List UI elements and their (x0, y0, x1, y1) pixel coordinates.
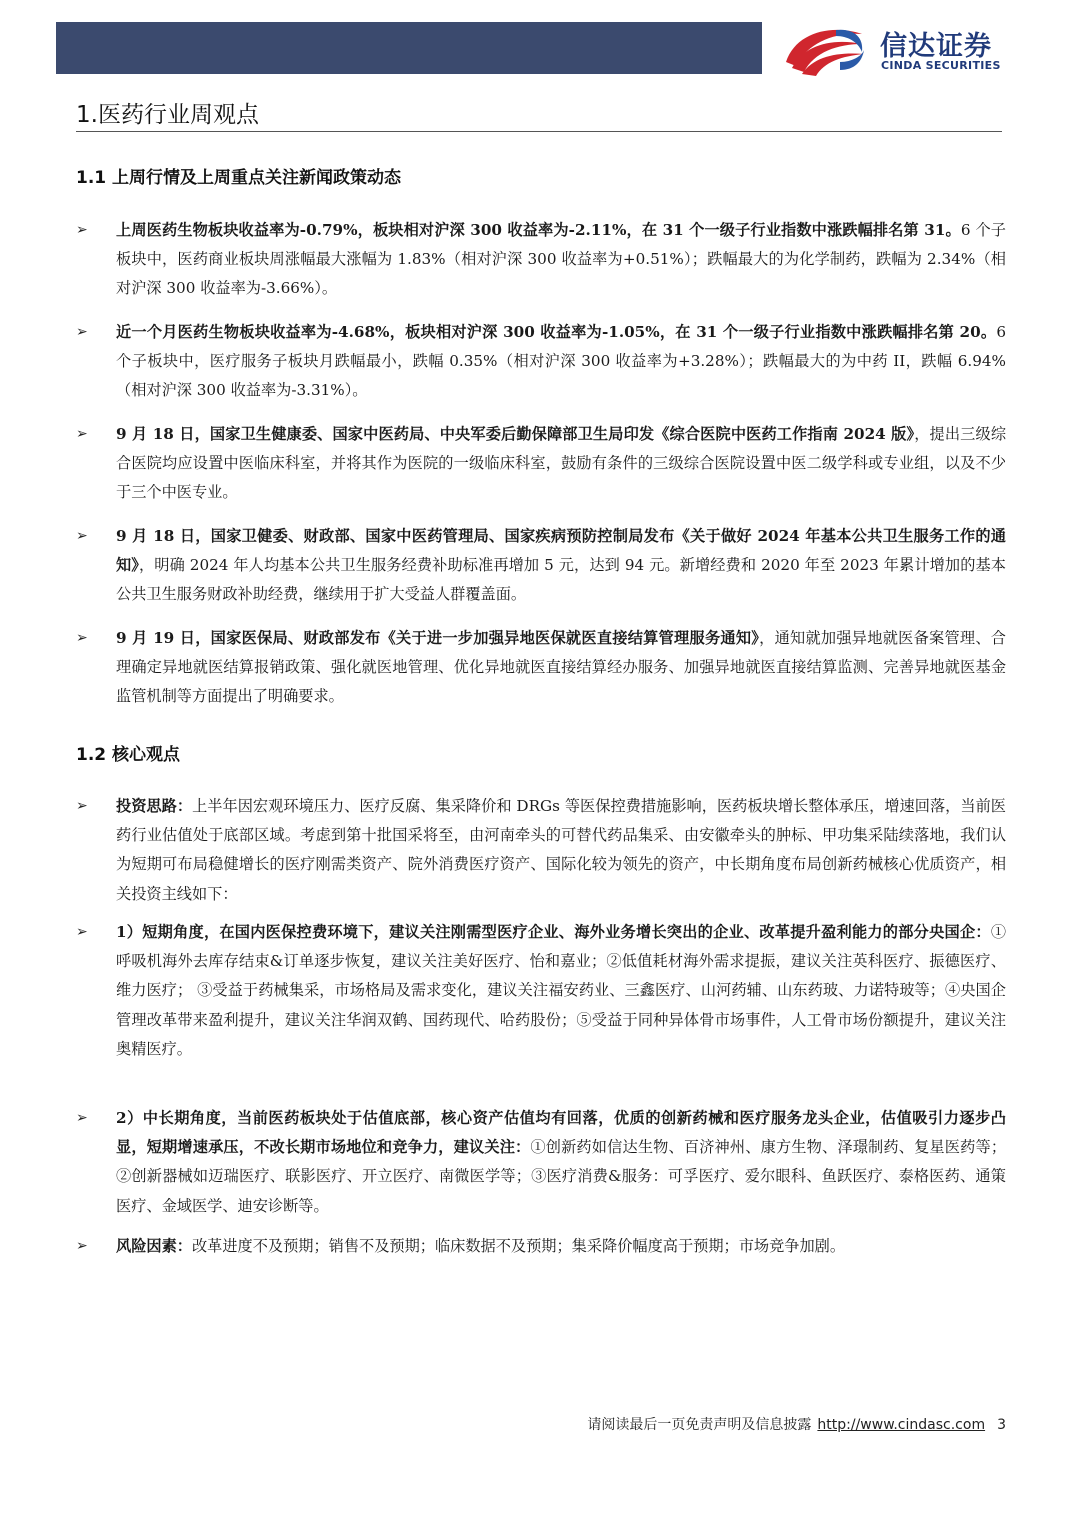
arrow-bullet-icon: ➢ (76, 528, 88, 544)
bold-lead: 9 月 18 日，国家卫健委、财政部、国家中医药管理局、国家疾病预防控制局发布《关于做好 2024 年基本公共卫生服务工作的通知》 (116, 527, 1006, 575)
bold-lead: 投资思路： (116, 797, 193, 815)
list-item (76, 792, 1006, 909)
paragraph (116, 624, 1006, 712)
bold-lead: 1）短期角度，在国内医保控费环境下，建议关注刚需型医疗企业、海外业务增长突出的企业、改革提升盈利能力的部分央国企： (116, 923, 991, 941)
body-text: ，明确 2024 年人均基本公共卫生服务经费补助标准再增加 5 元，达到 94 元。新增经费和 2020 年至 2023 年累计增加的基本公共卫生服务财政补助经费，继续用于扩大受益人群覆盖面。 (116, 556, 1006, 604)
paragraph (116, 792, 1006, 909)
body-text: ，通知就加强异地就医备案管理、合理确定异地就医结算报销政策、强化就医地管理、优化异地就医直接结算经办服务、加强异地就医直接结算监测、完善异地就医基金监管机制等方面提出了明确要求。 (116, 629, 1006, 706)
body-text: 上半年因宏观环境压力、医疗反腐、集采降价和 DRGs 等医保控费措施影响，医药板块增长整体承压，增速回落，当前医药行业估值处于底部区域。考虑到第十批国采将至，由河南牵头的可替代药品集采、由安徽牵头的肿标、甲功集采陆续落地，我们认为短期可布局稳健增长的医疗刚需类资产、院外消费医疗资产、国际化较为领先的资产，中长期角度布局创新药械核心优质资产，相关投资主线如下： (116, 797, 1006, 903)
list-item (76, 1232, 1006, 1261)
body-text: 改革进度不及预期；销售不及预期；临床数据不及预期；集采降价幅度高于预期；市场竞争加剧。 (191, 1237, 845, 1255)
paragraph (116, 918, 1006, 1064)
list-item (76, 420, 1006, 508)
disclaimer-text: 请阅读最后一页免责声明及信息披露 (587, 1417, 812, 1433)
paragraph (116, 1232, 1006, 1261)
header-bar (56, 22, 762, 74)
arrow-bullet-icon: ➢ (76, 924, 88, 940)
body-text: ①创新药如信达生物、百济神州、康方生物、泽璟制药、复星医药等；②创新器械如迈瑞医疗、联影医疗、开立医疗、南微医学等；③医疗消费&服务：可孚医疗、爱尔眼科、鱼跃医疗、泰格医药、通策医疗、金域医学、迪安诊断等。 (116, 1138, 1007, 1215)
cinda-logo-icon (782, 22, 866, 76)
bold-lead: 2）中长期角度，当前医药板块处于估值底部，核心资产估值均有回落，优质的创新药械和医疗服务龙头企业，估值吸引力逐步凸显，短期增速承压，不改长期市场地位和竞争力，建议关注： (116, 1109, 1006, 1157)
paragraph (116, 216, 1006, 304)
list-item (76, 318, 1006, 406)
section-title: 1.医药行业周观点 (76, 102, 259, 128)
page-footer (587, 1414, 1006, 1434)
arrow-bullet-icon: ➢ (76, 1110, 88, 1126)
subsection-title-1-2: 1.2 核心观点 (76, 745, 181, 765)
arrow-bullet-icon: ➢ (76, 324, 88, 340)
arrow-bullet-icon: ➢ (76, 222, 88, 238)
bold-lead: 9 月 18 日，国家卫生健康委、国家中医药局、中央军委后勤保障部卫生局印发《综合医院中医药工作指南 2024 版》 (116, 425, 915, 443)
list-item (76, 624, 1006, 712)
bold-lead: 9 月 19 日，国家医保局、财政部发布《关于进一步加强异地医保就医直接结算管理服务通知》 (116, 629, 760, 647)
website-link[interactable]: http://www.cindasc.com (817, 1417, 986, 1433)
paragraph (116, 420, 1006, 508)
body-text: ，提出三级综合医院均应设置中医临床科室，并将其作为医院的一级临床科室，鼓励有条件的三级综合医院设置中医二级学科或专业组，以及不少于三个中医专业。 (116, 425, 1007, 502)
body-text: 6 个子板块中，医疗服务子板块月跌幅最小，跌幅 0.35%（相对沪深 300 收益率为+3.28%）；跌幅最大的为中药 II，跌幅 6.94%（相对沪深 300 收益率为-3.31%）。 (116, 323, 1006, 400)
body-text: 6 个子板块中，医药商业板块周涨幅最大涨幅为 1.83%（相对沪深 300 收益率为+0.51%）；跌幅最大的为化学制药，跌幅为 2.34%（相对沪深 300 收益率为-3.66%）。 (116, 221, 1006, 298)
bold-lead: 风险因素： (116, 1237, 192, 1255)
arrow-bullet-icon: ➢ (76, 1238, 88, 1254)
brand-name-en: CINDA SECURITIES (881, 59, 1001, 72)
arrow-bullet-icon: ➢ (76, 630, 88, 646)
body-text: ①呼吸机海外去库存结束&订单逐步恢复，建议关注美好医疗、怡和嘉业；②低值耗材海外需求提振，建议关注英科医疗、振德医疗、维力医疗； ③受益于药械集采，市场格局及需求变化，建议关注福安药业、三鑫医疗、山河药辅、山东药玻、力诺特玻等；④央国企管理改革带来盈利提升，建议关注华润双鹤、国药现代、哈药股份；⑤受益于同种异体骨市场事件，人工骨市场份额提升，建议关注奥精医疗。 (116, 923, 1006, 1058)
brand-logo (782, 18, 1042, 82)
bold-lead: 近一个月医药生物板块收益率为-4.68%，板块相对沪深 300 收益率为-1.05%，在 31 个一级子行业指数中涨跌幅排名第 20。 (116, 323, 997, 341)
list-item (76, 918, 1006, 1064)
brand-name-cn: 信达证券 (880, 31, 992, 62)
list-item (76, 216, 1006, 304)
list-item (76, 1104, 1006, 1221)
paragraph (116, 522, 1006, 610)
subsection-title-1-1: 1.1 上周行情及上周重点关注新闻政策动态 (76, 168, 402, 188)
paragraph (116, 1104, 1006, 1221)
bold-lead: 上周医药生物板块收益率为-0.79%，板块相对沪深 300 收益率为-2.11%，在 31 个一级子行业指数中涨跌幅排名第 31。 (116, 221, 961, 239)
arrow-bullet-icon: ➢ (76, 426, 88, 442)
list-item (76, 522, 1006, 610)
arrow-bullet-icon: ➢ (76, 798, 88, 814)
page-number: 3 (997, 1417, 1006, 1433)
paragraph (116, 318, 1006, 406)
section-title-rule (76, 131, 1002, 132)
